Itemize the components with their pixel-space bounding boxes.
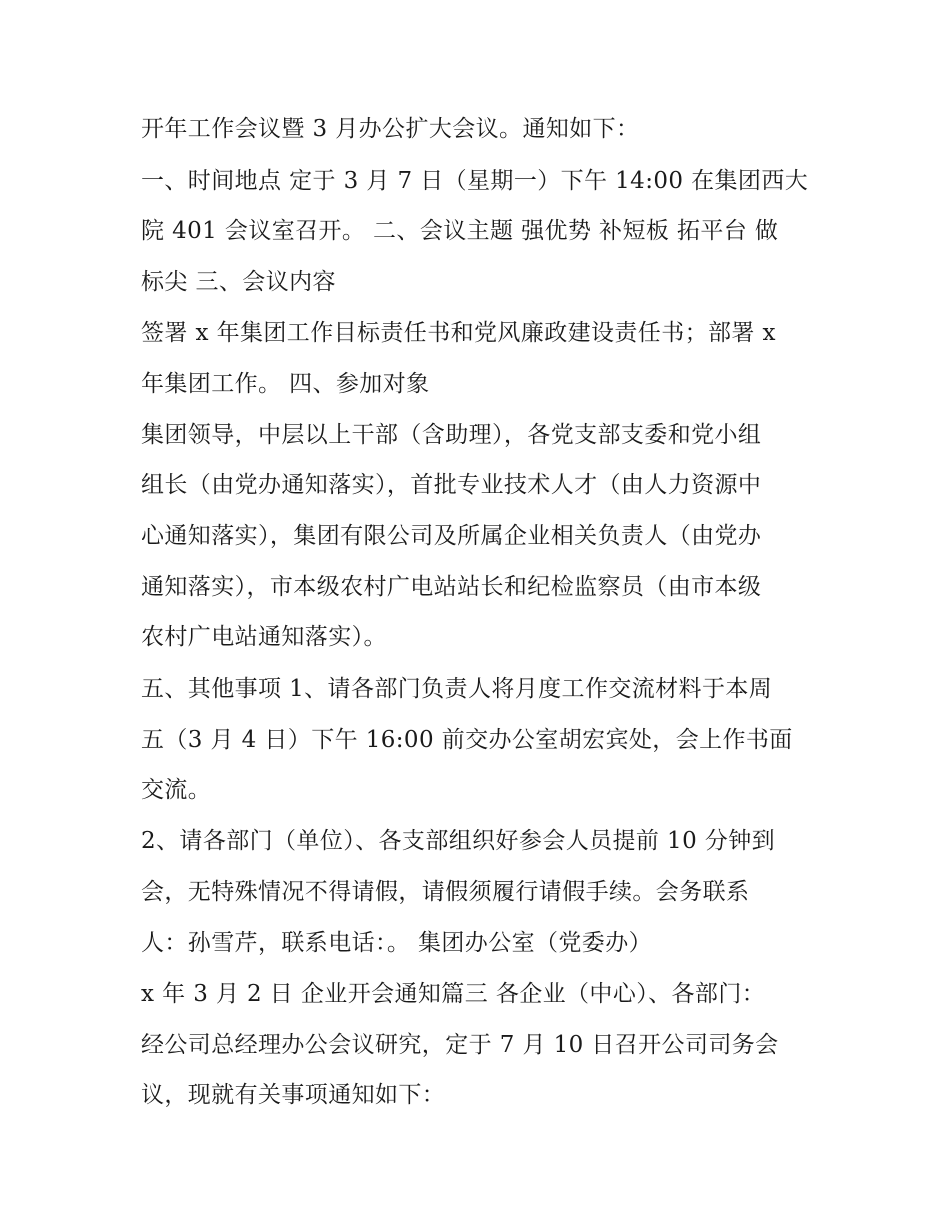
text-line: 人：孙雪芹，联系电话：。 集团办公室（党委办） [141, 930, 653, 956]
text-line: x 年 3 月 2 日 企业开会通知篇三 各企业（中心）、各部门： [141, 981, 766, 1007]
text-line: 五、其他事项 1、请各部门负责人将月度工作交流材料于本周 [141, 676, 773, 702]
text-line: 心通知落实），集团有限公司及所属企业相关负责人（由党办 [141, 523, 762, 549]
text-line: 2、请各部门（单位）、各支部组织好参会人员提前 10 分钟到 [141, 828, 776, 854]
text-line: 集团领导，中层以上干部（含助理），各党支部支委和党小组 [141, 422, 762, 448]
text-line: 经公司总经理办公会议研究，定于 7 月 10 日召开公司司务会 [141, 1032, 779, 1058]
text-line: 议，现就有关事项通知如下： [141, 1082, 446, 1108]
text-line: 院 401 会议室召开。 二、会议主题 强优势 补短板 拓平台 做 [141, 218, 779, 244]
text-line: 标尖 三、会议内容 [141, 269, 336, 295]
text-line: 签署 x 年集团工作目标责任书和党风廉政建设责任书；部署 x [141, 320, 776, 346]
text-line: 会，无特殊情况不得请假，请假须履行请假手续。会务联系 [141, 879, 750, 905]
text-line: 一、时间地点 定于 3 月 7 日（星期一）下午 14:00 在集团西大 [141, 168, 809, 194]
text-line: 年集团工作。 四、参加对象 [141, 371, 430, 397]
text-line: 通知落实），市本级农村广电站站长和纪检监察员（由市本级 [141, 574, 762, 600]
text-line: 交流。 [141, 777, 212, 803]
text-line: 五（3 月 4 日）下午 16:00 前交办公室胡宏宾处，会上作书面 [141, 727, 793, 753]
text-line: 组长（由党办通知落实），首批专业技术人才（由人力资源中 [141, 472, 762, 498]
text-line: 农村广电站通知落实）。 [141, 624, 387, 650]
text-line: 开年工作会议暨 3 月办公扩大会议。通知如下： [141, 116, 640, 142]
